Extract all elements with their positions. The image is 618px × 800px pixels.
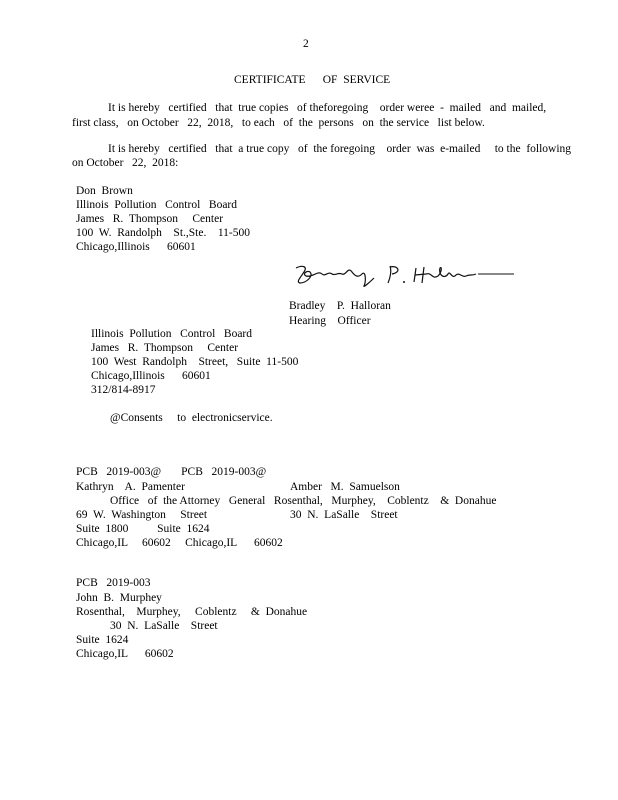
service-city-line: Chicago,IL 60602 Chicago,IL 60602 [76,537,283,549]
service-suite: Suite 1624 [76,634,129,646]
service-name: John B. Murphey [76,592,162,604]
signer-org: Illinois Pollution Control Board [91,328,253,340]
case-number-line: PCB 2019-003@ PCB 2019-003@ [76,466,267,478]
paragraph-emailed-line-2: on October 22, 2018: [72,157,179,169]
signer-street: 100 West Randolph Street, Suite 11-500 [91,356,299,368]
certificate-title: CERTIFICATE OF SERVICE [234,74,391,86]
service-street: 30 N. LaSalle Street [110,620,218,632]
signature-icon [292,262,518,288]
service-street-left: 69 W. Washington Street [76,509,208,521]
service-name-left: Kathryn A. Pamenter [76,481,185,493]
page-number: 2 [303,38,309,50]
recipient-org: Illinois Pollution Control Board [76,199,238,211]
service-name-right: Amber M. Samuelson [290,481,400,493]
recipient-city: Chicago,Illinois 60601 [76,241,196,253]
service-org-line: Office of the Attorney General Rosenthal, Murphey, Coblentz & Donahue [110,495,497,507]
recipient-street: 100 W. Randolph St.,Ste. 11-500 [76,227,250,239]
service-suite-line: Suite 1800 Suite 1624 [76,523,210,535]
service-street-right: 30 N. LaSalle Street [290,509,398,521]
signer-city: Chicago,Illinois 60601 [91,370,211,382]
recipient-building: James R. Thompson Center [76,213,224,225]
signer-title: Hearing Officer [289,315,371,327]
signer-phone: 312/814-8917 [91,384,156,396]
service-org: Rosenthal, Murphey, Coblentz & Donahue [76,606,308,618]
paragraph-mailed-line-2: first class, on October 22, 2018, to each of the persons on the service list below. [72,117,485,129]
case-number: PCB 2019-003 [76,577,151,589]
paragraph-mailed-line-1: It is hereby certified that true copies of theforegoing order weree - mailed and mailed, [108,102,547,114]
signer-building: James R. Thompson Center [91,342,239,354]
service-city: Chicago,IL 60602 [76,648,174,660]
signer-name: Bradley P. Halloran [289,300,391,312]
recipient-name: Don Brown [76,185,133,197]
consent-note: @Consents to electronicservice. [110,412,273,424]
paragraph-emailed-line-1: It is hereby certified that a true copy of the foregoing order was e-mailed to the following [108,143,572,155]
